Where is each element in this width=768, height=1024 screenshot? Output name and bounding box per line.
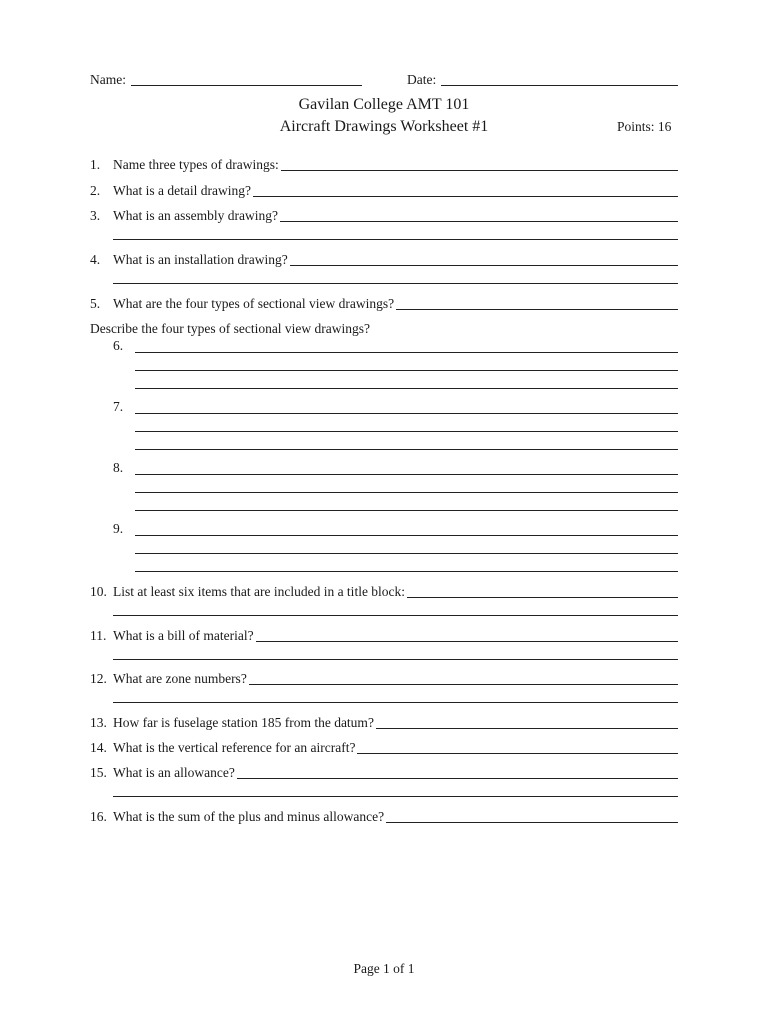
question-number: 1.	[90, 157, 101, 172]
answer-line[interactable]	[135, 474, 678, 475]
describe-prompt	[90, 319, 678, 337]
question-16	[90, 807, 678, 825]
date-field[interactable]	[407, 72, 678, 88]
question-3	[90, 206, 678, 224]
question-number: 5.	[90, 296, 101, 311]
question-text: What are zone numbers?	[113, 671, 247, 686]
answer-line[interactable]	[135, 388, 678, 389]
question-12	[90, 669, 678, 687]
answer-blank[interactable]	[249, 671, 678, 685]
question-text: List at least six items that are included in a title block:	[113, 584, 406, 599]
page-number: Page 1 of 1	[353, 961, 415, 976]
answer-blank[interactable]	[407, 584, 678, 598]
question-text: How far is fuselage station 185 from the datum?	[113, 715, 374, 730]
question-4	[90, 250, 678, 268]
question-number: 13.	[90, 715, 107, 730]
date-blank[interactable]	[441, 72, 678, 86]
answer-blank[interactable]	[357, 740, 678, 754]
question-13	[90, 713, 678, 731]
question-text: What is the vertical reference for an aircraft?	[113, 740, 356, 755]
answer-line[interactable]	[135, 492, 678, 493]
points-label: Points: 16	[617, 119, 672, 134]
question-text: What is a bill of material?	[113, 628, 254, 643]
header-row	[90, 70, 678, 88]
answer-line[interactable]	[113, 796, 678, 797]
worksheet-title: Aircraft Drawings Worksheet #1	[279, 118, 489, 135]
answer-line[interactable]	[113, 239, 678, 240]
question-11	[90, 626, 678, 644]
answer-line[interactable]	[113, 615, 678, 616]
question-text: What is an installation drawing?	[113, 252, 288, 267]
answer-line[interactable]	[135, 449, 678, 450]
answer-line[interactable]	[135, 370, 678, 371]
question-number: 16.	[90, 809, 107, 824]
question-1	[90, 155, 678, 173]
answer-blank[interactable]	[237, 765, 678, 779]
name-field[interactable]	[90, 72, 362, 88]
question-text: What is a detail drawing?	[113, 183, 251, 198]
answer-line[interactable]	[113, 283, 678, 284]
item-number-8: 8.	[113, 460, 124, 475]
answer-blank[interactable]	[253, 183, 678, 197]
date-label: Date:	[407, 72, 437, 87]
prompt-text: Describe the four types of sectional view drawings?	[90, 321, 371, 336]
question-text: What is the sum of the plus and minus allowance?	[113, 809, 385, 824]
question-number: 15.	[90, 765, 107, 780]
answer-line[interactable]	[135, 413, 678, 414]
answer-blank[interactable]	[256, 628, 678, 642]
answer-line[interactable]	[135, 431, 678, 432]
name-blank[interactable]	[131, 72, 362, 86]
answer-blank[interactable]	[396, 296, 678, 310]
question-2	[90, 181, 678, 199]
answer-line[interactable]	[113, 702, 678, 703]
question-15	[90, 763, 678, 781]
answer-blank[interactable]	[386, 809, 678, 823]
question-text: What are the four types of sectional view drawings?	[113, 296, 395, 311]
name-label: Name:	[90, 72, 126, 87]
question-number: 10.	[90, 584, 107, 599]
question-number: 14.	[90, 740, 107, 755]
question-number: 4.	[90, 252, 101, 267]
answer-blank[interactable]	[280, 208, 678, 222]
item-number-7: 7.	[113, 399, 124, 414]
question-5	[90, 294, 678, 312]
question-number: 3.	[90, 208, 101, 223]
answer-line[interactable]	[135, 510, 678, 511]
question-10	[90, 582, 678, 600]
question-number: 2.	[90, 183, 101, 198]
answer-line[interactable]	[135, 352, 678, 353]
course-title: Gavilan College AMT 101	[298, 96, 470, 113]
question-text: Name three types of drawings:	[113, 157, 279, 172]
question-number: 11.	[90, 628, 107, 643]
answer-line[interactable]	[135, 535, 678, 536]
answer-blank[interactable]	[281, 157, 678, 171]
answer-line[interactable]	[135, 553, 678, 554]
question-text: What is an allowance?	[113, 765, 235, 780]
answer-blank[interactable]	[290, 252, 678, 266]
question-number: 12.	[90, 671, 107, 686]
answer-line[interactable]	[135, 571, 678, 572]
question-14	[90, 738, 678, 756]
answer-line[interactable]	[113, 659, 678, 660]
item-number-6: 6.	[113, 338, 124, 353]
question-text: What is an assembly drawing?	[113, 208, 278, 223]
answer-blank[interactable]	[376, 715, 678, 729]
item-number-9: 9.	[113, 521, 124, 536]
